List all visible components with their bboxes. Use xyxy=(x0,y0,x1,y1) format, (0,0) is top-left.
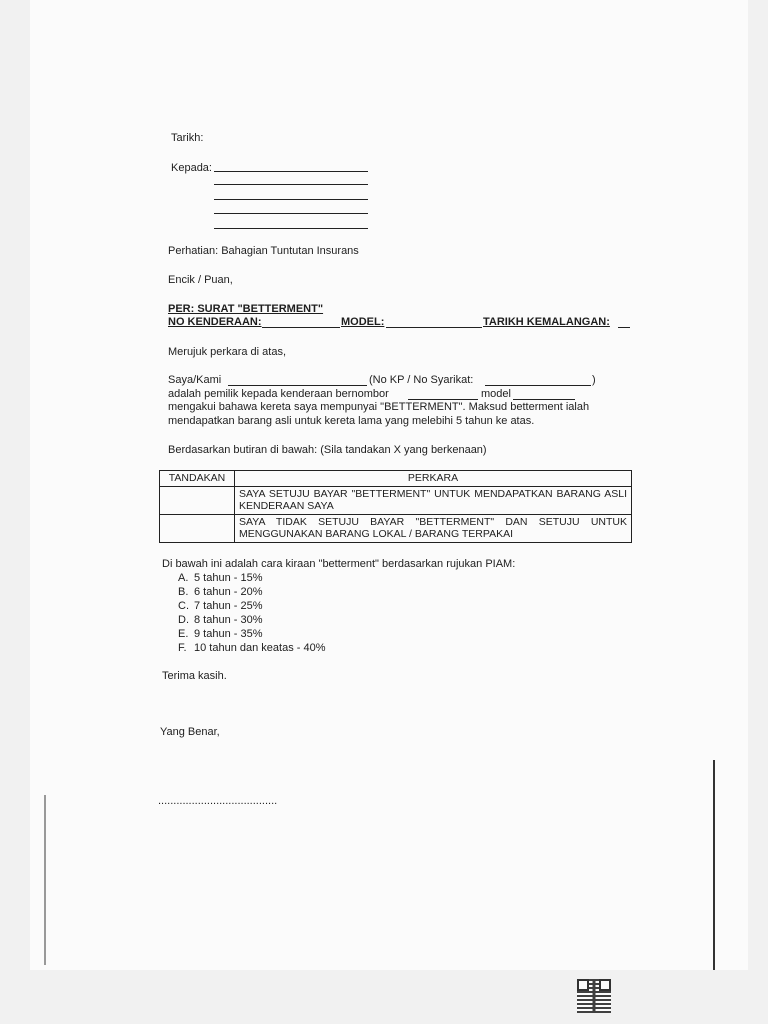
perkara-table xyxy=(159,470,632,543)
scan-edge-left xyxy=(44,795,46,965)
mendapatkan-line: mendapatkan barang asli untuk kereta lama yang melebihi 5 tahun ke atas. xyxy=(168,415,535,427)
saya-kami-line xyxy=(228,385,367,386)
berdasarkan-line: Berdasarkan butiran di bawah: (Sila tandakan X yang berkenaan) xyxy=(168,444,487,456)
list-item xyxy=(178,641,325,655)
merujuk-line: Merujuk perkara di atas, xyxy=(168,346,286,358)
list-item xyxy=(178,571,325,585)
mengakui-line: mengakui bahawa kereta saya mempunyai "BETTERMENT". Maksud betterment ialah xyxy=(168,401,590,413)
kepada-line-1 xyxy=(214,171,368,172)
no-kp-label: (No KP / No Syarikat: xyxy=(369,374,474,386)
signature-line: ....................................... xyxy=(158,795,278,807)
header-perkara: PERKARA xyxy=(235,471,632,487)
tarikh-kemalangan-line xyxy=(618,327,630,328)
kepada-line-3 xyxy=(214,199,368,200)
pemilik-line: adalah pemilik kepada kenderaan bernombor xyxy=(168,388,389,400)
table-row xyxy=(160,487,632,515)
list-item xyxy=(178,627,325,641)
subject-line: PER: SURAT "BETTERMENT" xyxy=(168,303,324,315)
saya-kami-label: Saya/Kami xyxy=(168,374,222,386)
list-key: F. xyxy=(178,642,187,654)
table-header-row xyxy=(160,471,632,487)
list-text: 7 tahun - 25% xyxy=(194,600,263,612)
perhatian-line: Perhatian: Bahagian Tuntutan Insurans xyxy=(168,245,359,257)
list-item xyxy=(178,599,325,613)
kepada-label: Kepada: xyxy=(171,162,212,174)
list-key: E. xyxy=(178,628,189,640)
bernombor-line xyxy=(408,399,478,400)
kepada-line-5 xyxy=(214,228,368,229)
qr-code-icon xyxy=(577,979,611,1013)
perkara-tidak-setuju: SAYA TIDAK SETUJU BAYAR "BETTERMENT" DAN SETUJU UNTUK MENGGUNAKAN BARANG LOKAL / BARANG TERPAKAI xyxy=(235,515,632,543)
salutation: Encik / Puan, xyxy=(168,274,233,286)
list-item xyxy=(178,585,325,599)
list-text: 5 tahun - 15% xyxy=(194,572,263,584)
model-word: model xyxy=(481,388,511,400)
yang-benar: Yang Benar, xyxy=(160,726,220,738)
tandakan-checkbox-setuju[interactable] xyxy=(160,487,235,515)
close-paren: ) xyxy=(592,374,596,386)
terima-kasih: Terima kasih. xyxy=(162,670,227,682)
list-text: 9 tahun - 35% xyxy=(194,628,263,640)
no-kp-line xyxy=(485,385,591,386)
kepada-line-2 xyxy=(214,184,368,185)
header-tandakan: TANDAKAN xyxy=(160,471,235,487)
table-row xyxy=(160,515,632,543)
model-value-line xyxy=(513,399,575,400)
list-key: D. xyxy=(178,614,189,626)
tarikh-label: Tarikh: xyxy=(171,132,204,144)
list-key: C. xyxy=(178,600,189,612)
list-item xyxy=(178,613,325,627)
rates-intro: Di bawah ini adalah cara kiraan "betterment" berdasarkan rujukan PIAM: xyxy=(162,558,516,570)
kepada-line-4 xyxy=(214,213,368,214)
field-model: MODEL: xyxy=(341,316,385,328)
list-key: A. xyxy=(178,572,189,584)
list-text: 6 tahun - 20% xyxy=(194,586,263,598)
list-text: 10 tahun dan keatas - 40% xyxy=(194,642,326,654)
scan-edge-right xyxy=(713,760,715,970)
list-text: 8 tahun - 30% xyxy=(194,614,263,626)
tandakan-checkbox-tidak-setuju[interactable] xyxy=(160,515,235,543)
model-line xyxy=(386,327,482,328)
list-key: B. xyxy=(178,586,189,598)
perkara-setuju: SAYA SETUJU BAYAR "BETTERMENT" UNTUK MENDAPATKAN BARANG ASLI KENDERAAN SAYA xyxy=(235,487,632,515)
field-tarikh-kemalangan: TARIKH KEMALANGAN: xyxy=(483,316,610,328)
no-kenderaan-line xyxy=(262,327,340,328)
field-no-kenderaan: NO KENDERAAN: xyxy=(168,316,262,328)
rates-list xyxy=(178,571,325,655)
